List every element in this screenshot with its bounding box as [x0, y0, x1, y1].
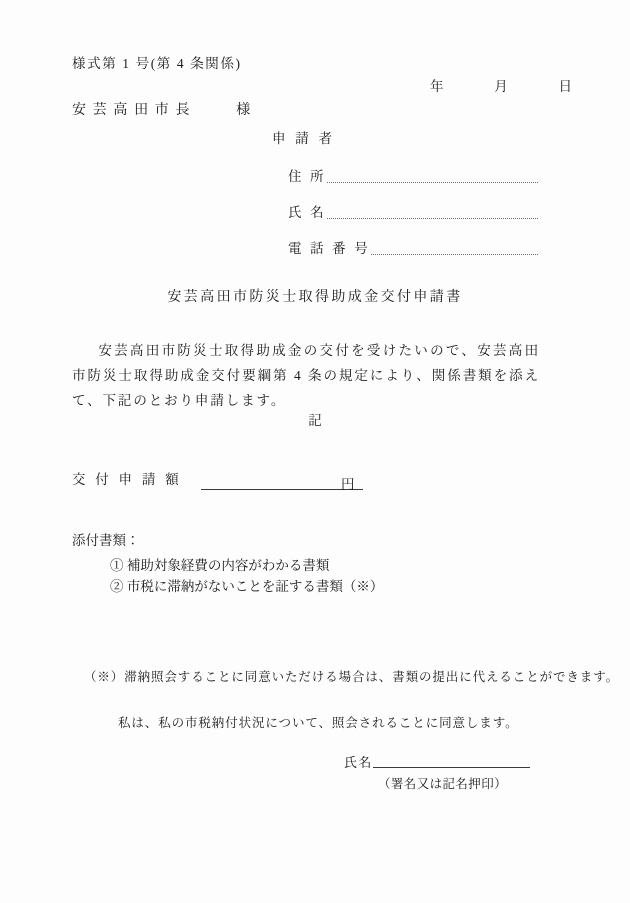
ki-marker: 記: [308, 413, 322, 428]
applicant-phone-input[interactable]: [371, 254, 538, 255]
attachments-label: 添付書類：: [72, 533, 140, 548]
addressee-honorific: 様: [236, 103, 252, 118]
form-number: 様式第 1 号(第 4 条関係): [72, 56, 242, 71]
signature-input[interactable]: [373, 767, 530, 768]
amount-label: 交 付 申 請 額: [72, 472, 182, 487]
applicant-address-input[interactable]: [327, 182, 538, 183]
addressee-line: [72, 104, 252, 118]
body-paragraph: [72, 338, 540, 413]
amount-input[interactable]: [201, 473, 363, 490]
applicant-phone-row: [288, 242, 538, 257]
addressee-name: 安 芸 高 田 市 長: [72, 103, 192, 118]
applicant-phone-label: 電 話 番 号: [288, 241, 371, 256]
consent-statement: 私は、私の市税納付状況について、照会されることに同意します。: [118, 716, 519, 730]
applicant-label: 申 請 者: [272, 131, 336, 146]
applicant-address-row: [288, 170, 538, 185]
amount-unit: 円: [341, 477, 355, 492]
signature-caption: （署名又は記名押印）: [378, 777, 508, 791]
date-day: 日: [558, 79, 572, 94]
applicant-address-label: 住 所: [288, 169, 327, 184]
attachment-item-1: ① 補助対象経費の内容がわかる書類: [110, 558, 330, 573]
body-paragraph-text: 安芸高田市防災士取得助成金の交付を受けたいので、安芸高田市防災士取得助成金交付要綱第 4 条の規定により、関係書類を添えて、下記のとおり申請します。: [72, 343, 540, 408]
signature-label: 氏名: [344, 755, 373, 770]
applicant-name-row: [288, 206, 538, 221]
asterisk-note: （※）滞納照会することに同意いただける場合は、書類の提出に代えることができます。: [84, 670, 620, 684]
applicant-name-label: 氏 名: [288, 205, 327, 220]
signature-row: [344, 756, 530, 770]
date-year: 年: [430, 79, 444, 94]
attachment-item-2: ② 市税に滞納がないことを証する書類（※）: [110, 579, 384, 594]
applicant-name-input[interactable]: [327, 218, 538, 219]
document-title: 安芸高田市防災士取得助成金交付申請書: [167, 290, 463, 305]
date-month: 月: [494, 79, 508, 94]
date-line: [430, 80, 572, 94]
